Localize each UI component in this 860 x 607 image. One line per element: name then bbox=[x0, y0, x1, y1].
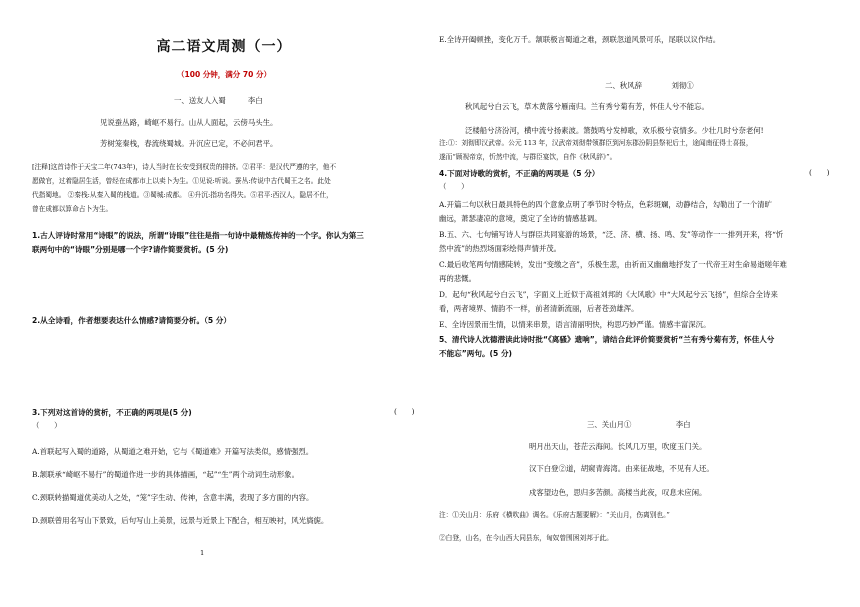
question-3-choice-b: B.颔联承“崎岖不易行”的蜀道作进一步的具体描画，“起”“生”两个动词生动形象。 bbox=[32, 470, 299, 479]
question-3-choice-c: C.颈联转描蜀道优美动人之处，“笼”字生动、传神，含意丰满，表现了多方面的内容。 bbox=[32, 493, 314, 502]
poem3-line1: 明月出天山，苍茫云海间。长风几万里，吹度玉门关。 bbox=[529, 442, 707, 451]
page-number: 1 bbox=[200, 549, 205, 557]
poem3-note-line2: ②白登，山名，在今山西大同县东，匈奴曾围困刘邦于此。 bbox=[439, 534, 613, 542]
poem3-line3: 戍客望边色，思归多苦颜。高楼当此夜，叹息未应闲。 bbox=[529, 488, 707, 497]
left-page bbox=[24, 0, 424, 607]
question-3-choice-e: E.全诗开阖顿挫，变化万千。颔联极言蜀道之难，颈联忽道风景可乐，尾联以议作结。 bbox=[439, 35, 721, 44]
poem2-note-line1: 注:①：刘彻即汉武帝。公元 113 年，汉武帝刘彻带领群臣到河东郡汾阴县祭祀后土，途闻南征得士喜报， bbox=[439, 139, 753, 147]
question-3: 3.下列对这首诗的赏析，不正确的两项是(5 分) bbox=[32, 408, 192, 417]
question-4-answer-paren-2: （ ） bbox=[439, 182, 469, 191]
poem1-heading: 一、送友人入蜀 李白 bbox=[174, 96, 263, 105]
question-4-choice-c-line1: C.最后收笔两句情感陡转，发出“变缴之音”，乐极生悲，由祈而又幽幽地抒发了一代帝王对生命易逝嗟年难 bbox=[439, 260, 787, 269]
poem3-note-line1: 注：①关山月：乐府《横吹曲》调名。《乐府古题要解》：“关山月，伤离别也。” bbox=[439, 511, 670, 519]
question-2: 2.从全诗看，作者想要表达什么情感?请简要分析。（5 分） bbox=[32, 316, 231, 325]
poem2-note-line2: 遂而“顾视帝京，忻然中流，与群臣宴饮，自作《秋风辞》”。 bbox=[439, 153, 617, 161]
question-5-line1: 5、清代诗人沈德潜读此诗时批“《离骚》遗响”，请结合此评价简要赏析“兰有秀兮菊有芳，怀佳人兮 bbox=[439, 335, 775, 344]
right-page bbox=[437, 0, 837, 607]
question-5-line2: 不能忘”两句。(5 分) bbox=[439, 349, 513, 358]
question-4-choice-b-line1: B.五、六、七句铺写诗人与群臣共同宴游的场景，“泛、济、横、扬、鸣、发”等动作一一排列开来，将“忻 bbox=[439, 230, 784, 239]
poem2-heading: 二、秋风辞 刘彻① bbox=[605, 81, 694, 90]
question-3-answer-paren: ( ) bbox=[394, 407, 415, 416]
question-4-choice-e: E、全诗因景而生情，以情来串景，语言清丽明快，构思巧妙严谨。情感丰富深沉。 bbox=[439, 320, 711, 329]
question-3-answer-paren-2: （ ） bbox=[32, 421, 62, 430]
question-4-choice-a-line2: 幽远，萧瑟凄凉的意境，奠定了全诗的情感基调。 bbox=[439, 214, 602, 223]
question-3-choice-d: D.颈联曾用名写山下景致，后句写山上美景，远景与近景上下配合，相互映衬，风光旖旎。 bbox=[32, 516, 329, 525]
poem1-note-line1: [注释]这首诗作于天宝二年(743年)，诗人当时在长安受到权贵的排挤。②君平：是汉代严遵的字，他不 bbox=[32, 163, 337, 171]
poem1-note-line4: 曾在成都以算命占卜为生。 bbox=[32, 205, 113, 213]
question-4-choice-c-line2: 再的悲慨。 bbox=[439, 274, 476, 283]
poem1-line2: 芳树笼秦栈，春流绕蜀城。升沉应已定，不必问君平。 bbox=[100, 139, 278, 148]
question-1-line2: 联两句中的“诗眼”分别是哪一个字?请作简要赏析。(5 分) bbox=[32, 245, 229, 254]
poem1-line1: 见说蚕丛路，崎岖不易行。山从人面起，云傍马头生。 bbox=[100, 118, 278, 127]
poem3-heading: 三、关山月① 李白 bbox=[587, 420, 691, 429]
question-4-answer-paren: ( ) bbox=[809, 168, 830, 177]
question-4: 4.下面对诗歌的赏析，不正确的两项是（5 分） bbox=[439, 169, 600, 178]
poem2-line1: 秋风起兮白云飞，草木黄落兮雁南归。兰有秀兮菊有芳，怀佳人兮不能忘。 bbox=[465, 102, 709, 111]
question-3-choice-a: A.首联起写入蜀的道路，从蜀道之难开始，它与《蜀道难》开篇写法类似，感情强烈。 bbox=[32, 447, 314, 456]
question-4-choice-a-line1: A.开篇二句以秋日最具特色的四个意象点明了季节时令特点，色彩斑斓，动静结合，勾勒出了一个清旷 bbox=[439, 200, 772, 209]
exam-subtitle: （100 分钟，满分 70 分） bbox=[177, 70, 271, 79]
poem3-line2: 汉下白登②道，胡窥青海湾。由来征战地，不见有人还。 bbox=[529, 464, 714, 473]
question-4-choice-b-line2: 然中流”的热烈场面彩绘得声情并茂。 bbox=[439, 244, 562, 253]
page-title: 高二语文周测（一） bbox=[156, 39, 292, 55]
question-4-choice-d-line2: 看，两者境界、情韵不一样，前者清新流丽，后者苍劲雄浑。 bbox=[439, 304, 639, 313]
question-4-choice-d-line1: D．起句“秋风起兮白云飞”，字面义上近似于高祖刘邦的《大风歌》中“大风起兮云飞扬”，但综合全诗来 bbox=[439, 290, 778, 299]
question-1-line1: 1.古人评诗时常用“诗眼”的说法，所谓“诗眼”往往是指一句诗中最精炼传神的一个字。你认为第三 bbox=[32, 231, 364, 240]
poem2-line2: 泛楼船兮济汾河，横中流兮扬素波。箫鼓鸣兮发棹歌，欢乐极兮哀情多。少壮几时兮奈老何! bbox=[465, 126, 764, 135]
poem1-note-line2: 愿做官，过着隐居生活，曾经在成都市上以卖卜为生。①见说:听说。蚕丛:传说中古代蜀王之名。此处 bbox=[32, 177, 331, 185]
poem1-note-line3: 代指蜀地。 ②秦栈:从秦入蜀的栈道。③蜀城:成都。 ④升沉:指功名得失。⑤君平:西汉人，隐居不仕， bbox=[32, 191, 333, 199]
